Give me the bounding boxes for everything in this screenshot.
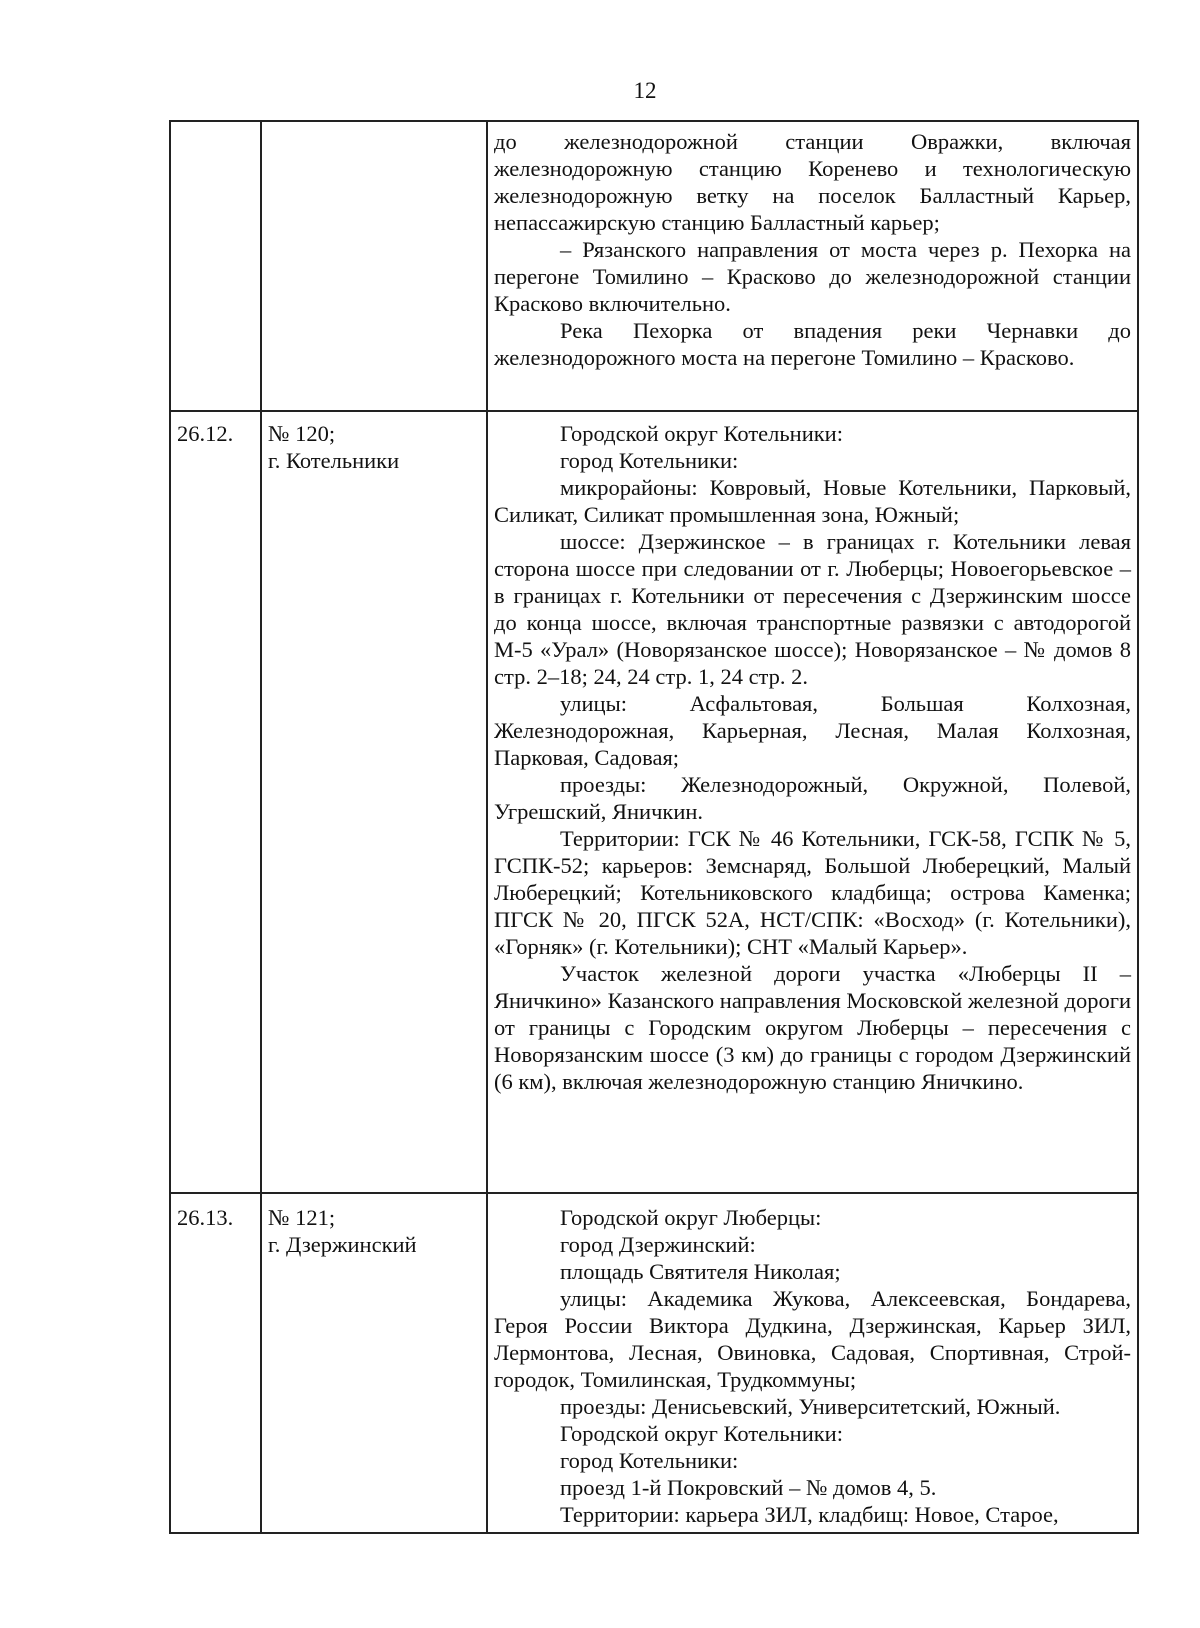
description-paragraph: шоссе: Дзержинское – в границах г. Котельники левая сторона шоссе при следовании от г. Люберцы; Новоегорьевское – в границах г. Котельники от пересечения с Дзержинским шоссе до конца шоссе, включая транспортные развязки с автодорогой М-5 «Урал» (Новорязанское шоссе); Новорязанское – № домов 8 стр. 2–18; 24, 24 стр. 1, 24 стр. 2. (494, 529, 1131, 689)
description-paragraph: до железнодорожной станции Овражки, включая железнодорожную станцию Коренево и технологическую железнодорожную ветку на поселок Балластный Карьер, непассажирскую станцию Балластный карьер; (494, 129, 1131, 235)
district-number: № 121; (268, 1205, 336, 1230)
description-cell (487, 411, 1138, 1193)
district-cell (261, 411, 487, 1193)
description-paragraph: город Дзержинский: (560, 1232, 756, 1257)
district-number: № 120; (268, 421, 336, 446)
description-paragraph: микрорайоны: Ковровый, Новые Котельники, Парковый, Силикат, Силикат промышленная зона, Южный; (494, 475, 1131, 527)
table-row (170, 121, 1138, 411)
description-paragraph: проезды: Железнодорожный, Окружной, Полевой, Угрешский, Яничкин. (494, 772, 1131, 824)
table-row (170, 1193, 1138, 1533)
description-paragraph: площадь Святителя Николая; (560, 1259, 841, 1284)
description-cell (487, 1193, 1138, 1533)
description-paragraph: проезды: Денисьевский, Университетский, Южный. (560, 1394, 1061, 1419)
description-paragraph: Территории: ГСК № 46 Котельники, ГСК-58, ГСПК № 5, ГСПК-52; карьеров: Земснаряд, Большой Люберецкий, Малый Люберецкий; Котельниковского кладбища; острова Каменка; ПГСК № 20, ПГСК 52А, НСТ/СПК: «Восход» (г. Котельники), «Горняк» (г. Котельники); СНТ «Малый Карьер». (494, 826, 1131, 959)
row-number: 26.13. (170, 1193, 261, 1533)
description-paragraph: город Котельники: (560, 448, 739, 473)
description-paragraph: улицы: Академика Жукова, Алексеевская, Бондарева, Героя России Виктора Дудкина, Дзержинская, Карьер ЗИЛ, Лермонтова, Лесная, Овиновка, Садовая, Спортивная, Строй-городок, Томилинская, Трудкоммуны; (494, 1286, 1131, 1392)
description-paragraph: Городской округ Котельники: (560, 421, 843, 446)
description-paragraph: Участок железной дороги участка «Люберцы II – Яничкино» Казанского направления Московской железной дороги от границы с Городским округом Люберцы – пересечения с Новорязанским шоссе (3 км) до границы с городом Дзержинский (6 км), включая железнодорожную станцию Яничкино. (494, 961, 1131, 1094)
description-paragraph: город Котельники: (560, 1448, 739, 1473)
description-paragraph: проезд 1-й Покровский – № домов 4, 5. (560, 1475, 937, 1500)
row-number: 26.12. (170, 411, 261, 1193)
district-cell (261, 1193, 487, 1533)
page-number: 12 (633, 78, 657, 103)
description-paragraph: Городской округ Котельники: (560, 1421, 843, 1446)
districts-table (169, 120, 1139, 1534)
description-paragraph: Городской округ Люберцы: (560, 1205, 822, 1230)
row-number (170, 121, 261, 411)
table-body (170, 121, 1138, 1533)
description-paragraph: Река Пехорка от впадения реки Чернавки до железнодорожного моста на перегоне Томилино – Красково. (494, 318, 1131, 370)
district-name: г. Котельники (268, 448, 400, 473)
district-cell (261, 121, 487, 411)
table-row (170, 411, 1138, 1193)
district-name: г. Дзержинский (268, 1232, 417, 1257)
description-cell (487, 121, 1138, 411)
description-paragraph: – Рязанского направления от моста через р. Пехорка на перегоне Томилино – Красково до железнодорожной станции Красково включительно. (494, 237, 1131, 316)
description-paragraph: Территории: карьера ЗИЛ, кладбищ: Новое, Старое, (560, 1502, 1059, 1527)
description-paragraph: улицы: Асфальтовая, Большая Колхозная, Железнодорожная, Карьерная, Лесная, Малая Колхозная, Парковая, Садовая; (494, 691, 1131, 770)
